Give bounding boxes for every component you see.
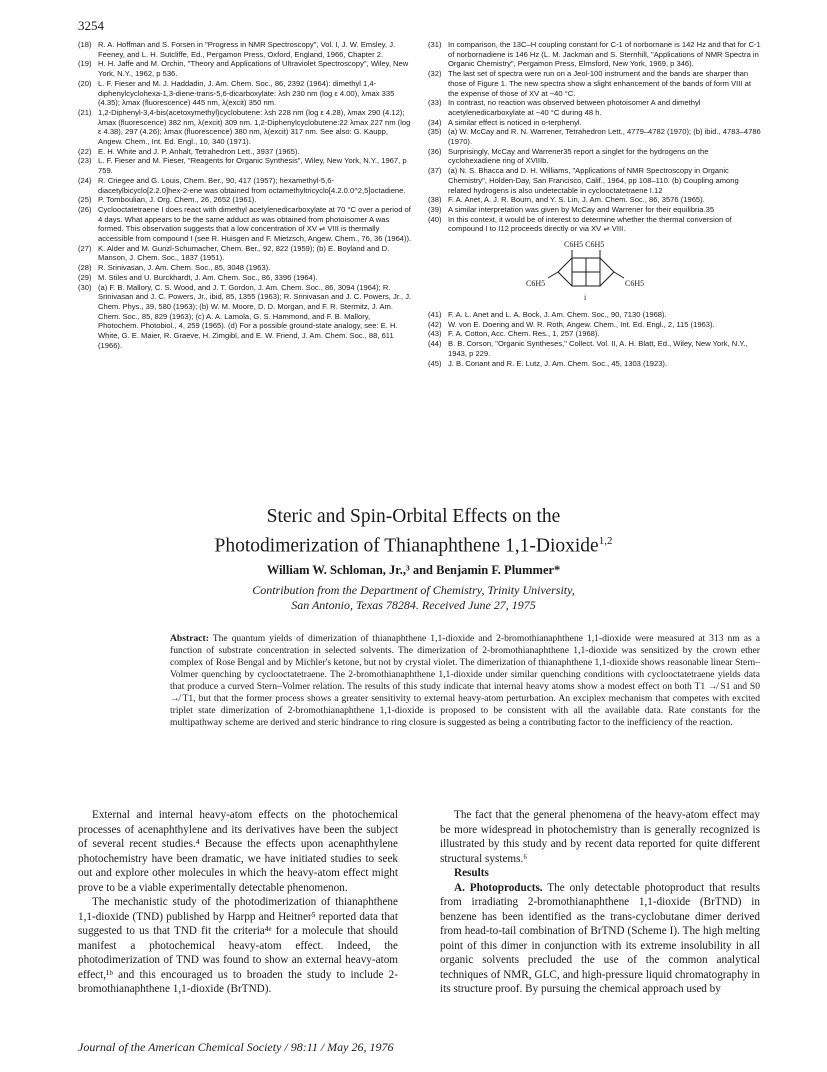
reference-item: [428, 329, 762, 339]
structure-drawing: [488, 238, 688, 304]
reference-text: P. Tomboulian, J. Org. Chem., 26, 2652 (1961).: [98, 195, 257, 205]
reference-number: (21): [78, 107, 92, 117]
reference-item: [428, 147, 762, 166]
body-paragraph: The fact that the general phenomena of the heavy-atom effect may be more widespread in photochemistry than is generally recognized is illustrated by this study and by recent data reported for quite different structural systems.⁶: [440, 809, 760, 865]
reference-number: (29): [78, 272, 92, 282]
reference-text: K. Alder and M. Gunzl-Schumacher, Chem. Ber., 92, 822 (1959); (b) E. Boyland and D. Manson, J. Chem. Soc., 1837 (1951).: [98, 243, 390, 263]
affiliation-line-1: Contribution from the Department of Chemistry, Trinity University,: [252, 583, 575, 597]
reference-item: [78, 40, 412, 59]
reference-text: In contrast, no reaction was observed between photoisomer A and dimethyl acetylenedicarboxylate at −40 °C during 48 h.: [448, 98, 701, 117]
reference-number: (39): [428, 204, 442, 214]
reference-number: (44): [428, 339, 442, 349]
reference-number: (30): [78, 282, 92, 292]
reference-number: (27): [78, 243, 92, 253]
reference-text: F. A. Cotton, Acc. Chem. Res., 1, 257 (1968).: [448, 329, 600, 339]
reference-number: (26): [78, 204, 92, 214]
body-paragraph: External and internal heavy-atom effects on the photochemical processes of acenaphthylene and its derivatives have been the subject of several recent studies.⁴ Because the effects upon acenaphthylene photochemistry have been dramatic, we have initiated studies to seek out and explore other molecules in which the heavy-atom effect might prove to be a viable experimentally detectable phenomenon.: [78, 809, 398, 894]
bond-line: [614, 272, 624, 278]
structure-compound-label: i: [584, 293, 587, 303]
abstract: [170, 633, 760, 729]
reference-text: M. Stiles and U. Burckhardt, J. Am. Chem. Soc., 86, 3396 (1964).: [98, 272, 318, 282]
reference-text: L. F. Fieser and M. Fieser, "Reagents for Organic Synthesis", Wiley, New York, N.Y., 1967, p 759.: [98, 156, 407, 176]
page-number: 3254: [78, 18, 104, 33]
reference-item: [428, 127, 762, 146]
reference-text: H. H. Jaffe and M. Orchin, "Theory and Applications of Ultraviolet Spectroscopy", Wiley, New York, N.Y., 1962, p 536.: [98, 59, 409, 79]
reference-item: [428, 40, 762, 69]
reference-number: (33): [428, 98, 442, 108]
reference-number: (25): [78, 195, 92, 205]
reference-item: [78, 79, 412, 108]
reference-item: [78, 156, 412, 175]
reference-number: (18): [78, 40, 92, 49]
reference-number: (28): [78, 263, 92, 273]
reference-text: L. F. Fieser and M. J. Haddadin, J. Am. Chem. Soc., 86, 2392 (1964): dimethyl 1,4-diphenylcyclohexa-1,3-diene-trans-5,6-dicarboxylate: λsh 230 nm (log ε 4.00), λmax 335 (4.35); λmax (fluorescence) 445 nm, λ(excit) 350 nm.: [98, 78, 395, 108]
reference-item: [78, 205, 412, 244]
results-heading: Results: [454, 867, 489, 879]
reference-number: (36): [428, 146, 442, 156]
reference-text: In this context, it would be of interest to determine whether the thermal conversion of compound I to I12 proceeds directly or via XV ⇌ VIII.: [448, 214, 732, 234]
reference-text: F. A. L. Anet and L. A. Bock, J. Am. Chem. Soc., 90, 7130 (1968).: [448, 310, 667, 320]
structure-top-label: C6H5 C6H5: [564, 240, 605, 250]
body-paragraph: The mechanistic study of the photodimerization of thianaphthene 1,1-dioxide (TND) published by Harpp and Heitner⁵ reported data that suggested to us that TND fit the criteria⁴ᵉ for a molecule that should manifest a photochemical heavy-atom effect. Indeed, the photodimerization of TND was found to show an external heavy-atom effect,¹ᵇ and this encouraged us to broaden the study to include 2-bromothianaphthene 1,1-dioxide (BrTND).: [78, 896, 398, 995]
reference-text: Cyclooctatetraene I does react with dimethyl acetylenedicarboxylate at 70 °C over a period of 4 days. What appears to be the same adduct as was obtained from photoisomer A was formed. This observation suggests that a low concentration of XV ⇌ VIII is thermally accessible from compound I (see R. Huisgen and F. Mietzsch, Angew. Chem., 76, 36 (1964)).: [98, 204, 412, 244]
bond-line: [548, 272, 558, 278]
reference-number: (34): [428, 117, 442, 127]
reference-item: [428, 69, 762, 98]
reference-number: (20): [78, 78, 92, 88]
reference-item: [428, 195, 762, 205]
reference-number: (37): [428, 166, 442, 176]
references-right-column: [428, 40, 762, 368]
article-title-line-1: Steric and Spin-Orbital Effects on the: [266, 506, 561, 527]
reference-text: R. A. Hoffman and S. Forsen in "Progress in NMR Spectroscopy", Vol. I, J. W. Emsley, J. Feeney, and L. H. Sutcliffe, Ed., Pergamon Press, Oxford, England, 1966, Chapter 2.: [98, 40, 396, 59]
reference-item: [78, 244, 412, 263]
reference-text: E. H. White and J. P. Anhalt, Tetrahedron Lett., 3937 (1965).: [98, 146, 300, 156]
article-title-line-2-text: Photodimerization of Thianaphthene 1,1-Dioxide: [214, 535, 599, 557]
body-paragraph: [440, 881, 760, 997]
affiliation-line-2: San Antonio, Texas 78284. Received June 27, 1975: [291, 598, 536, 612]
reference-text: J. B. Conant and R. E. Lutz, J. Am. Chem. Soc., 45, 1303 (1923).: [448, 358, 668, 368]
reference-text: A similar effect is noticed in o-terphenyl.: [448, 117, 582, 127]
reference-number: (22): [78, 146, 92, 156]
reference-text: 1,2-Diphenyl-3,4-bis(acetoxymethyl)cyclobutene: λsh 228 nm (log ε 4.28), λmax 290 (4.12); λmax (fluorescence) 382 nm, λ(excit) 309 nm. 1,2-Diphenylcyclobutene:22 λmax 227 nm (log ε 4.38), 297 (4.26); λmax (fluorescence) 380 nm, λ(excit) 317 nm. See also: G. Kaupp, Angew. Chem., Int. Ed. Engl., 10, 340 (1971).: [98, 107, 411, 147]
reference-item: [78, 176, 412, 195]
title-reference-superscript: 1,2: [598, 535, 613, 547]
abstract-label: Abstract:: [170, 633, 209, 644]
reference-text: W. von E. Doering and W. R. Roth, Angew. Chem., Int. Ed. Engl., 2, 115 (1963).: [448, 319, 715, 329]
reference-item: [428, 205, 762, 215]
reference-item: [78, 59, 412, 78]
reference-number: (43): [428, 329, 442, 339]
references-left-column: [78, 40, 412, 351]
reference-text: (a) W. McCay and R. N. Warrener, Tetrahedron Lett., 4779–4782 (1970); (b) ibid., 4783–4786 (1970).: [448, 127, 761, 147]
body-left-column: [78, 808, 398, 997]
reference-item: [78, 147, 412, 157]
reference-item: [78, 273, 412, 283]
reference-item: [78, 108, 412, 147]
reference-text: In comparison, the 13C–H coupling constant for C-1 of norbornane is 142 Hz and that for C-1 of norbornadiene is 146 Hz (L. M. Jackman and S. Sternhill, "Applications of NMR Spectra in Organic Chemistry", Pergamon Press, Elmsford, New York, 1969, p 346).: [448, 40, 761, 69]
reference-text: R. Criegee and G. Louis, Chem. Ber., 90, 417 (1957); hexamethyl-5,6-diacetylbicyclo[2.2.0]hex-2-ene was obtained from octamethyltricyclo[4.2.0.0^2,5]octadiene.: [98, 175, 406, 195]
structure-right-label: C6H5: [625, 279, 645, 289]
reference-number: (42): [428, 319, 442, 329]
reference-item: [428, 118, 762, 128]
reference-number: (40): [428, 214, 442, 224]
reference-item: [428, 359, 762, 369]
reference-item: [428, 320, 762, 330]
reference-text: Surprisingly, McCay and Warrener35 report a singlet for the hydrogens on the cyclohexadiene ring of XVIIIb.: [448, 146, 709, 166]
article-authors: William W. Schloman, Jr.,³ and Benjamin F. Plummer*: [266, 563, 561, 577]
article-title: [0, 504, 827, 559]
reference-number: (23): [78, 156, 92, 166]
photoproducts-heading: A. Photoproducts.: [454, 881, 543, 894]
reference-text: The last set of spectra were run on a Jeol-100 instrument and the bands are sharper than those of Figure 1. The new spectra show a slight enhancement of the bands of form VIII at the expense of those of XV at −40 °C.: [448, 69, 751, 98]
structure-left-label: C6H5: [526, 279, 546, 289]
reference-number: (32): [428, 69, 442, 79]
reference-item: [78, 195, 412, 205]
reference-number: (41): [428, 310, 442, 320]
reference-item: [428, 98, 762, 117]
reference-text: A similar interpretation was given by McCay and Warrener for their equilibria.35: [448, 204, 715, 214]
reference-text: R. Srinivasan, J. Am. Chem. Soc., 85, 3048 (1963).: [98, 263, 271, 273]
reference-number: (24): [78, 175, 92, 185]
reference-number: (19): [78, 59, 92, 69]
abstract-text: The quantum yields of dimerization of thianaphthene 1,1-dioxide and 2-bromothianaphthene 1,1-dioxide were measured at 313 nm as a function of substrate concentration in selected solvents. The dimerization of 2-bromothianaphthene 1,1-dioxide was sensitized by the crown ether complex of Rose Bengal and by Michler's ketone, but not by crystal violet. The dimerization of thianaphthene 1,1-dioxide shows reasonable linear Stern–Volmer quenching by cyclooctatetraene. The 2-bromothianaphthene 1,1-dioxide under similar quenching conditions with cyclooctatetraene yields data that produce a curved Stern–Volmer relation. The results of this study indicate that internal heavy atoms show a modest effect on both T1 ↛ S1 and S0 ↛ T1, but that the former process shows a greater sensitivity to external heavy-atom perturbation. An exciplex mechanism that competes with excited triplet state dimerization of 2-bromothianaphthene 1,1-dioxide is proposed to be consistent with all the available data. Rate constants for the multipathway scheme are derived and steric hindrance to ring closure is suggested as being a contributing factor to the inefficiency of the reaction.: [170, 633, 760, 728]
reference-text: B. B. Corson, "Organic Syntheses," Collect. Vol. II, A. H. Blatt, Ed., Wiley, New York, N.Y., 1943, p 229.: [448, 339, 748, 358]
reference-number: (38): [428, 195, 442, 205]
reference-item: [428, 215, 762, 234]
reference-number: (35): [428, 127, 442, 137]
reference-text: (a) F. B. Mallory, C. S. Wood, and J. T. Gordon, J. Am. Chem. Soc., 86, 3094 (1964); R. Srinivasan and J. C. Powers, Jr., ibid, 85, 1355 (1963); R. Srinivasan and J. C. Powers, Jr., J. Chem. Phys., 39, 580 (1963); (b) W. M. Moore, D. D. Morgan, and F. R. Stermitz, J. Am. Chem. Soc., 85, 829 (1963); (c) A. A. Lamola, G. S. Hammond, and F. B. Mallory, Photochem. Photobiol., 4, 259 (1965). (d) For a possible ground-state analogy, see: E. H. White, G. E. Maier, R. Graeve, H. Zimgibl, and E. W. Friend, J. Am. Chem. Soc., 88, 611 (1966).: [98, 282, 412, 350]
reference-item: [428, 310, 762, 320]
reference-item: [428, 339, 762, 358]
reference-text: (a) N. S. Bhacca and D. H. Williams, "Applications of NMR Spectroscopy in Organic Chemistry", Holden-Day, San Francisco, Calif., 1964, pp 108–110. (b) Coupling among related hydrogens is also undetectable in cyclooctatetraene I.12: [448, 166, 739, 195]
reference-number: (31): [428, 40, 442, 49]
chemical-structure: [428, 238, 762, 304]
photoproducts-text: The only detectable photoproduct that results from irradiating 2-bromothianaphthene 1,1-dioxide (BrTND) in benzene has been identified as the trans-cyclobutane dimer derived from head-to-tail combination of BrTND (Scheme I). The high melting point of this dimer in conjunction with its extreme insolubility in all organic solvents precluded the use of the common analytical techniques of NMR, GLC, and high-pressure liquid chromatography in its structure proof. By pursuing the chemical approach used by: [440, 881, 760, 995]
reference-item: [428, 166, 762, 195]
journal-footer: Journal of the American Chemical Society / 98:11 / May 26, 1976: [78, 1040, 394, 1054]
reference-item: [78, 263, 412, 273]
article-affiliation: [0, 583, 827, 613]
reference-item: [78, 283, 412, 351]
reference-number: (45): [428, 358, 442, 368]
reference-text: F. A. Anet, A. J. R. Bourn, and Y. S. Lin, J. Am. Chem. Soc., 86, 3576 (1965).: [448, 195, 705, 205]
article-title-line-2: [0, 529, 827, 559]
body-right-column: [440, 808, 760, 997]
